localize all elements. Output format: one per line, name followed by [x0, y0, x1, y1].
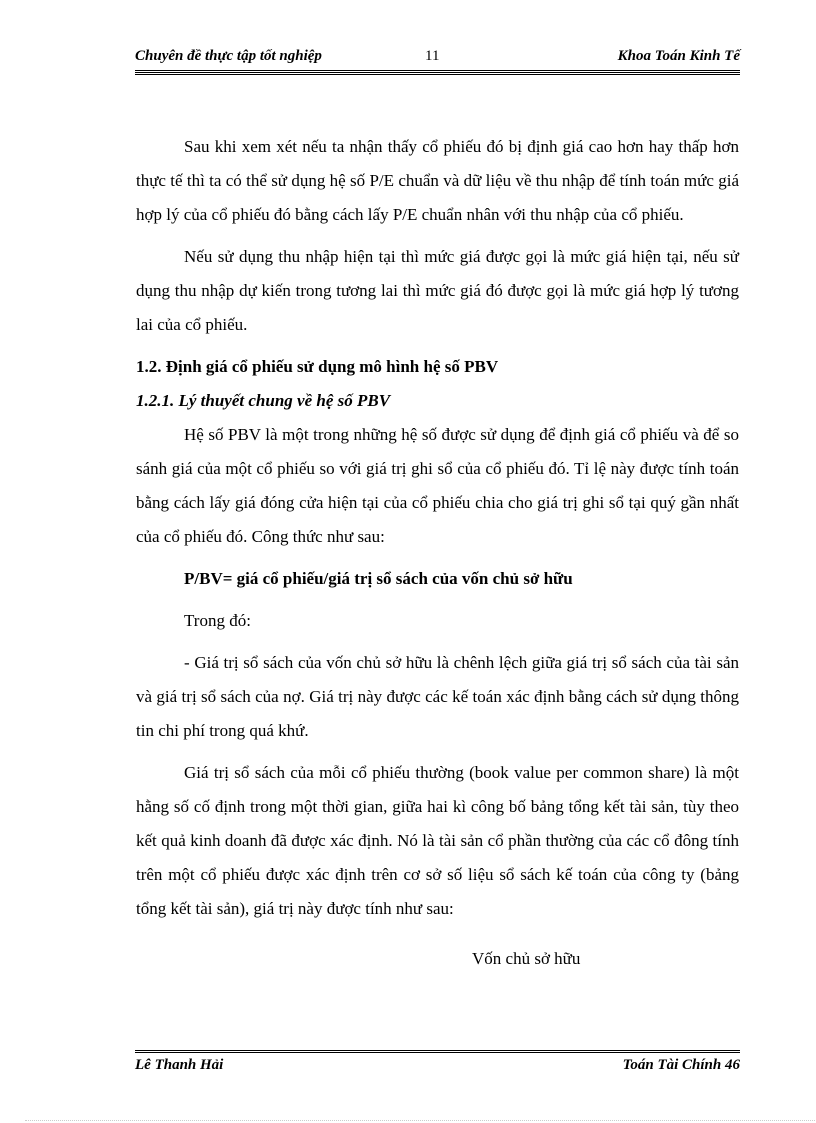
pbv-formula: P/BV= giá cổ phiếu/giá trị sổ sách của vốn chủ sở hữu [184, 569, 573, 588]
header-document-title: Chuyên đề thực tập tốt nghiệp [135, 48, 322, 64]
paragraph-book-value-equity: - Giá trị sổ sách của vốn chủ sở hữu là chênh lệch giữa giá trị sổ sách của tài sản và giá trị sổ sách của nợ. Giá trị này được các kế toán xác định bằng cách sử dụng thông tin chi phí trong quá khứ. [136, 653, 739, 740]
footer-author: Lê Thanh Hải [135, 1057, 224, 1073]
paragraph-current-price: Nếu sử dụng thu nhập hiện tại thì mức giá được gọi là mức giá hiện tại, nếu sử dụng thu nhập dự kiến trong tương lai thì mức giá đó được gọi là mức giá hợp lý tương lai của cổ phiếu. [136, 247, 739, 334]
header-page-number: 11 [425, 48, 440, 64]
footer-rule [135, 1050, 740, 1054]
page-header [135, 48, 740, 70]
paragraph-pe-valuation: Sau khi xem xét nếu ta nhận thấy cổ phiếu đó bị định giá cao hơn hay thấp hơn thực tế thì ta có thể sử dụng hệ số P/E chuẩn và dữ liệu về thu nhập để tính toán mức giá hợp lý của cổ phiếu đó bằng cách lấy P/E chuẩn nhân với thu nhập của cổ phiếu. [136, 137, 739, 224]
section-heading-1-2-1: 1.2.1. Lý thuyết chung về hệ số PBV [136, 391, 391, 410]
page-footer [135, 1057, 740, 1079]
header-faculty: Khoa Toán Kinh Tế [617, 48, 740, 64]
section-heading-1-2: 1.2. Định giá cổ phiếu sử dụng mô hình hệ số PBV [136, 357, 499, 376]
page-body [136, 130, 739, 976]
footer-course: Toán Tài Chính 46 [622, 1057, 740, 1073]
header-rule [135, 70, 740, 75]
paragraph-pbv-definition: Hệ số PBV là một trong những hệ số được sử dụng để định giá cổ phiếu và để so sánh giá của một cổ phiếu so với giá trị ghi sổ của cổ phiếu đó. Tỉ lệ này được tính toán bằng cách lấy giá đóng cửa hiện tại của cổ phiếu chia cho giá trị ghi sổ tại quý gần nhất của cổ phiếu đó. Công thức như sau: [136, 425, 739, 546]
fraction-numerator: Vốn chủ sở hữu [472, 949, 581, 968]
paragraph-where: Trong đó: [184, 611, 251, 630]
paragraph-book-value-per-share: Giá trị sổ sách của mỗi cổ phiếu thường (book value per common share) là một hằng số cố định trong một thời gian, giữa hai kì công bố bảng tổng kết tài sản, tùy theo kết quả kinh doanh đã được xác định. Nó là tài sản cổ phần thường của các cổ đông tính trên một cổ phiếu được xác định trên cơ sở số liệu sổ sách kế toán của công ty (bảng tổng kết tài sản), giá trị này được tính như sau: [136, 763, 739, 918]
page-edge-divider [25, 1120, 815, 1121]
